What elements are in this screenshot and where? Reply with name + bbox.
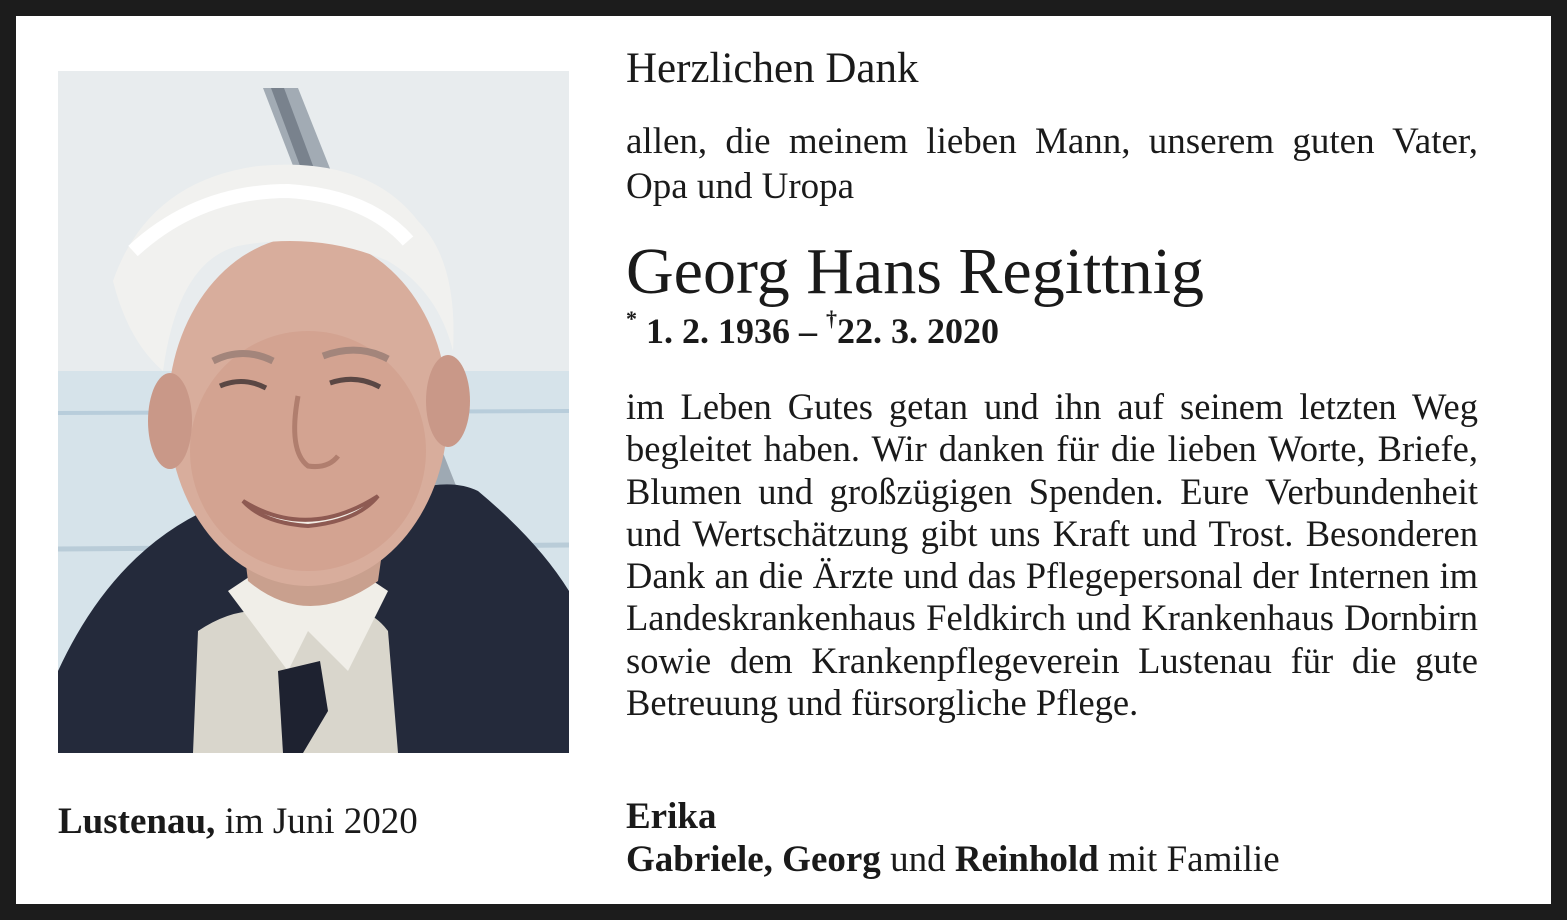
signature-join: und: [890, 839, 946, 880]
body-text: im Leben Gutes getan und ihn auf seinem letzten Weg begleitet haben. Wir danken für die lieben Worte, Briefe, Blumen und großzügigen Spenden. Eure Verbundenheit und Wertschätzung gibt uns Kraft und Trost. Besonderen Dank an die Ärzte und das Pflegepersonal der Internen im Landeskrankenhaus Feldkirch und Krankenhaus Dornbirn sowie dem Krankenpflegeverein Lustenau für die gute Betreuung und fürsorgliche Pflege.: [626, 386, 1478, 724]
death-symbol: †: [826, 306, 837, 331]
intro-text: allen, die meinem lieben Mann, unserem guten Vater, Opa und Uropa: [626, 121, 1478, 207]
birth-date: 1. 2. 1936: [646, 311, 790, 351]
life-dates: [626, 306, 1478, 352]
place-date-line: [58, 800, 418, 843]
birth-symbol: *: [626, 306, 637, 331]
signature-primary: Erika: [626, 796, 717, 837]
deceased-name: Georg Hans Regittnig: [626, 235, 1205, 308]
signature-names-b: Reinhold: [954, 839, 1099, 880]
place-city: Lustenau,: [58, 801, 216, 842]
portrait-illustration: [58, 71, 569, 753]
place-date: im Juni 2020: [224, 801, 418, 842]
signature-family: [626, 838, 1478, 881]
signature-suffix: mit Familie: [1108, 839, 1280, 880]
signature-names-a: Gabriele, Georg: [626, 839, 881, 880]
date-separator: –: [799, 311, 817, 351]
portrait-photo: [58, 71, 569, 753]
heading: Herzlichen Dank: [626, 45, 919, 92]
death-date: 22. 3. 2020: [837, 311, 999, 351]
